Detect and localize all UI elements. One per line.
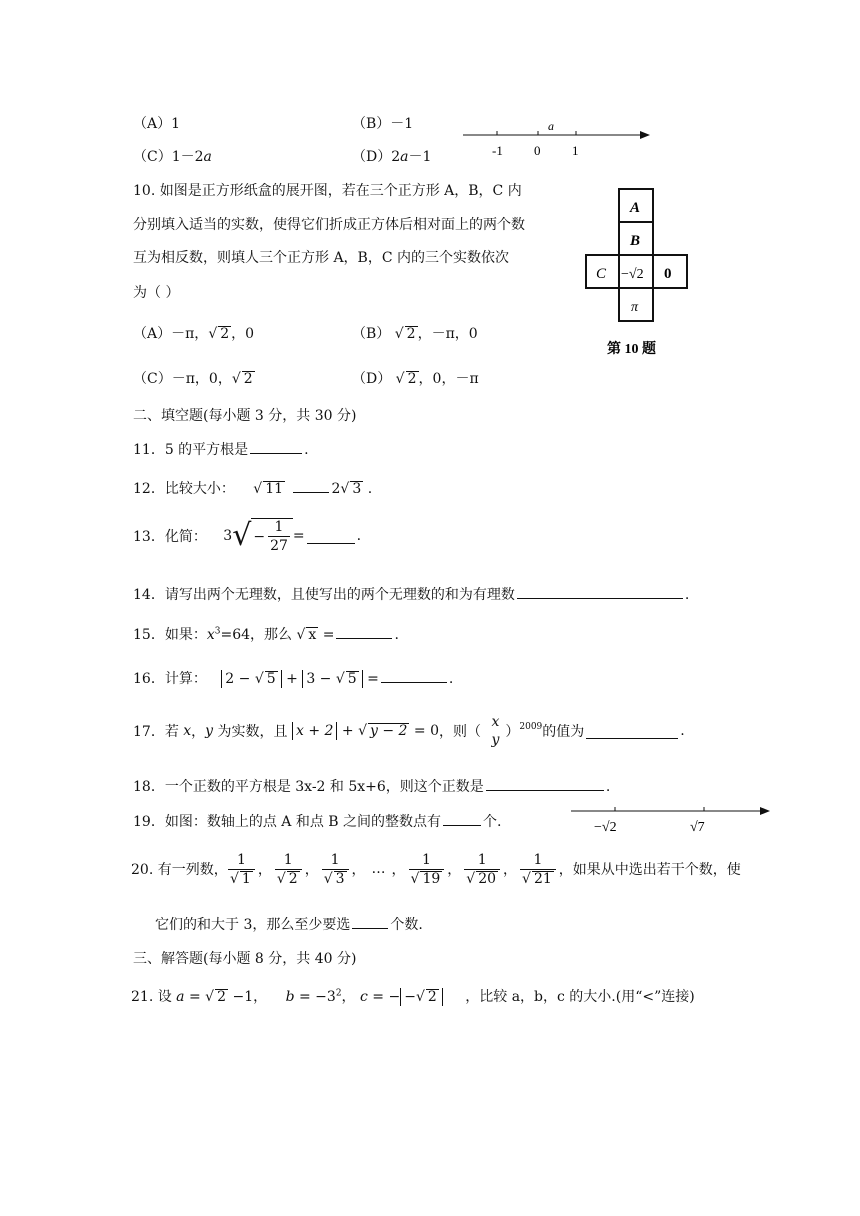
q16: 16．计算： 2 − √ 5 + 3 − √ 5 = . <box>133 668 453 688</box>
q9-number-line <box>460 118 660 160</box>
q10-cube-net <box>585 188 695 363</box>
section-fill-in-heading: 二、填空题(每小题 3 分，共 30 分) <box>133 408 357 424</box>
q10-option-a: （A）－π，√ 2 ，0 <box>133 326 255 342</box>
q9-option-c: （C）1－2a <box>133 149 212 165</box>
q9-tick-0: 0 <box>534 143 541 158</box>
q19-number-line <box>568 798 778 840</box>
q13: 13．化简： 3 √ − $\frac{1}{27}$ = . <box>133 518 362 554</box>
net-cell-minus-root2: −√2 <box>621 267 644 282</box>
section-solve-heading: 三、解答题(每小题 8 分，共 40 分) <box>133 951 357 967</box>
q9-option-b: （B）－1 <box>352 116 414 132</box>
q10-stem-line-1: 10. 如图是正方形纸盒的展开图，若在三个正方形 A，B，C 内 <box>133 183 522 199</box>
q20-sequence: $\frac{1}{√ 1}$ ， $\frac{1}{√ 2}$ ， $\frac{1}{√ 3}$ ， … ， $\frac{1}{√ 19}$ ， $\frac{1}{√ 20}$ ， $\frac{1}{√ 21}$ ，如果从中选出若干个数，使 <box>230 851 741 887</box>
q20: 20. 有一列数， <box>131 862 228 878</box>
q10-stem-line-2: 分别填入适当的实数，使得它们折成正方体后相对面上的两个数 <box>133 217 525 233</box>
q19-label-root7: √7 <box>690 820 705 835</box>
q20-line-2: 它们的和大于 3，那么至少要选 个数. <box>155 914 423 934</box>
q9-tick-minus1: -1 <box>492 143 503 158</box>
q9-tick-1: 1 <box>572 143 579 158</box>
q12: 12．比较大小： √ 11 2√ 3 . <box>133 478 372 498</box>
q10-option-d: （D） √ 2 ，0，－π <box>352 371 479 387</box>
q10-option-c: （C）－π，0，√ 2 <box>133 371 253 387</box>
q10-stem-line-3: 互为相反数，则填人三个正方形 A，B，C 内的三个实数依次 <box>133 250 510 266</box>
q17: 17．若 x，y 为实数，且 x + 2 + √ y − 2 = 0，则（ x y ）$^{2009}$的值为 . <box>133 714 685 748</box>
q19-label-minus-root2: −√2 <box>594 820 617 835</box>
q15: 15．如果：$x^3=64$，那么 √ x = . <box>133 624 399 644</box>
q14: 14．请写出两个无理数，且使写出的两个无理数的和为有理数 . <box>133 584 689 604</box>
q9-point-a-label: a <box>548 119 554 133</box>
q10-stem-line-4: 为（ ） <box>133 285 180 301</box>
net-caption: 第 10 题 <box>607 342 656 357</box>
q9-option-d: （D）2a－1 <box>352 149 432 165</box>
q18: 18．一个正数的平方根是 3x-2 和 5x+6，则这个正数是 . <box>133 776 610 796</box>
net-cell-b: B <box>630 233 641 249</box>
net-cell-c: C <box>596 266 607 282</box>
net-cell-a: A <box>630 200 641 216</box>
q9-option-a: （A）1 <box>133 116 181 132</box>
q10-option-b: （B） √ 2 ，－π，0 <box>352 326 478 342</box>
net-cell-pi: π <box>631 300 639 315</box>
net-cell-zero: 0 <box>664 266 672 282</box>
q21: 21. 设 a = √ 2 −1， $b = -3^2$， c = − −√ 2 ，比较 a，b，c 的大小.(用“<”连接) <box>131 988 695 1005</box>
q19: 19．如图：数轴上的点 A 和点 B 之间的整数点有 个. <box>133 811 501 831</box>
q11: 11．5 的平方根是 . <box>133 439 309 459</box>
